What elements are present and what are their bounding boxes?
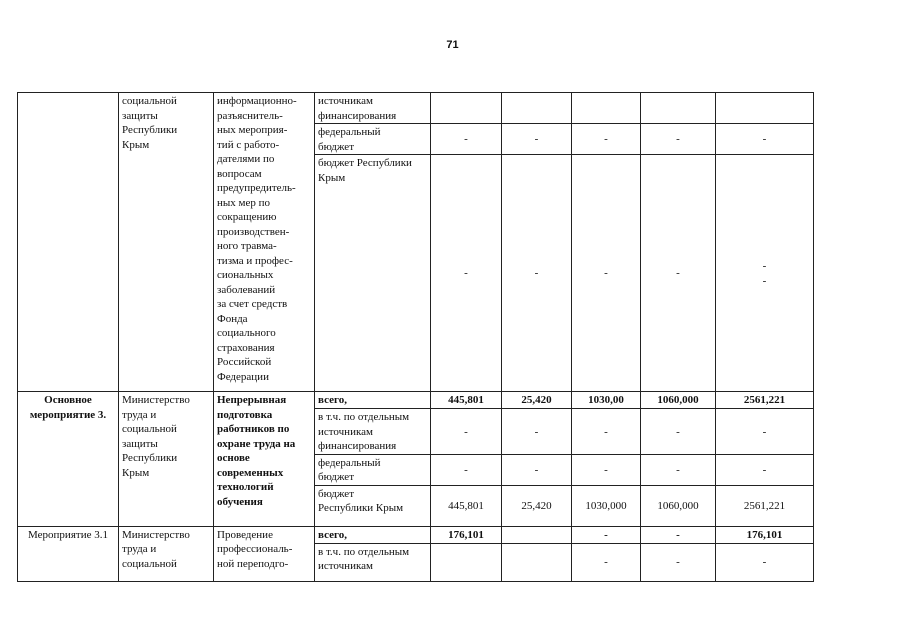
value-cell: - xyxy=(572,409,641,455)
value-cell: 1060,000 xyxy=(641,485,716,526)
value-cell: 1060,000 xyxy=(641,392,716,409)
value-cell xyxy=(572,93,641,124)
value-cell: - xyxy=(572,155,641,392)
value-cell: - xyxy=(502,155,572,392)
source-label: источникам финансирования xyxy=(315,93,431,124)
value-cell: - xyxy=(716,124,814,155)
description-cell: информационно- разъяснитель- ных мероприя- тий с работо- дателями по вопросам предупредитель- ных мер по сокращению производствен- ного травма- тизма и профес- сиональных заболеваний за счет средств Фонда социального страхования Российской Федерации xyxy=(214,93,315,392)
value-cell: - xyxy=(716,543,814,581)
source-label: в т.ч. по отдельным источникам финансирования xyxy=(315,409,431,455)
value-cell: - xyxy=(572,526,641,543)
value-cell: - xyxy=(502,409,572,455)
value-cell: - - xyxy=(716,155,814,392)
value-cell: - xyxy=(716,454,814,485)
responsible-cell: Министерство труда и социальной xyxy=(119,526,214,581)
value-cell xyxy=(641,93,716,124)
responsible-cell: социальной защиты Республики Крым xyxy=(119,93,214,392)
value-cell: - xyxy=(572,454,641,485)
value-cell: - xyxy=(502,124,572,155)
value-cell: 1030,000 xyxy=(572,485,641,526)
value-cell: 1030,00 xyxy=(572,392,641,409)
funding-table xyxy=(17,92,814,582)
value-cell: - xyxy=(502,454,572,485)
source-label: всего, xyxy=(315,526,431,543)
value-cell: 176,101 xyxy=(431,526,502,543)
value-cell: - xyxy=(641,409,716,455)
value-cell: - xyxy=(572,543,641,581)
value-cell xyxy=(502,543,572,581)
source-label: в т.ч. по отдельным источникам xyxy=(315,543,431,581)
description-cell: Проведение профессиональ- ной переподго- xyxy=(214,526,315,581)
event-code-cell: Мероприятие 3.1 xyxy=(18,526,119,581)
value-cell: - xyxy=(716,409,814,455)
value-cell: 176,101 xyxy=(716,526,814,543)
page-number: 71 xyxy=(446,39,459,51)
event-code-cell: Основное мероприятие 3. xyxy=(18,392,119,527)
value-cell: 2561,221 xyxy=(716,485,814,526)
table-row xyxy=(18,93,814,124)
source-label: бюджет Республики Крым xyxy=(315,155,431,392)
value-cell: - xyxy=(641,124,716,155)
value-cell: - xyxy=(641,155,716,392)
value-cell: - xyxy=(431,124,502,155)
source-label: всего, xyxy=(315,392,431,409)
value-cell: 2561,221 xyxy=(716,392,814,409)
value-cell: - xyxy=(641,454,716,485)
source-label: бюджет Республики Крым xyxy=(315,485,431,526)
description-cell: Непрерывная подготовка работников по охране труда на основе современных технологий обучения xyxy=(214,392,315,527)
value-cell xyxy=(716,93,814,124)
value-cell xyxy=(431,93,502,124)
source-label: федеральный бюджет xyxy=(315,454,431,485)
event-code-cell xyxy=(18,93,119,392)
value-cell: - xyxy=(431,454,502,485)
value-cell: 445,801 xyxy=(431,392,502,409)
value-cell: - xyxy=(431,155,502,392)
table-row xyxy=(18,392,814,409)
value-cell: - xyxy=(641,543,716,581)
value-cell: 25,420 xyxy=(502,392,572,409)
value-cell xyxy=(431,543,502,581)
value-cell xyxy=(502,526,572,543)
value-cell: - xyxy=(572,124,641,155)
source-label: федеральный бюджет xyxy=(315,124,431,155)
table-row xyxy=(18,526,814,543)
responsible-cell: Министерство труда и социальной защиты Республики Крым xyxy=(119,392,214,527)
value-cell: 445,801 xyxy=(431,485,502,526)
value-cell: 25,420 xyxy=(502,485,572,526)
value-cell: - xyxy=(431,409,502,455)
value-cell xyxy=(502,93,572,124)
value-cell: - xyxy=(641,526,716,543)
